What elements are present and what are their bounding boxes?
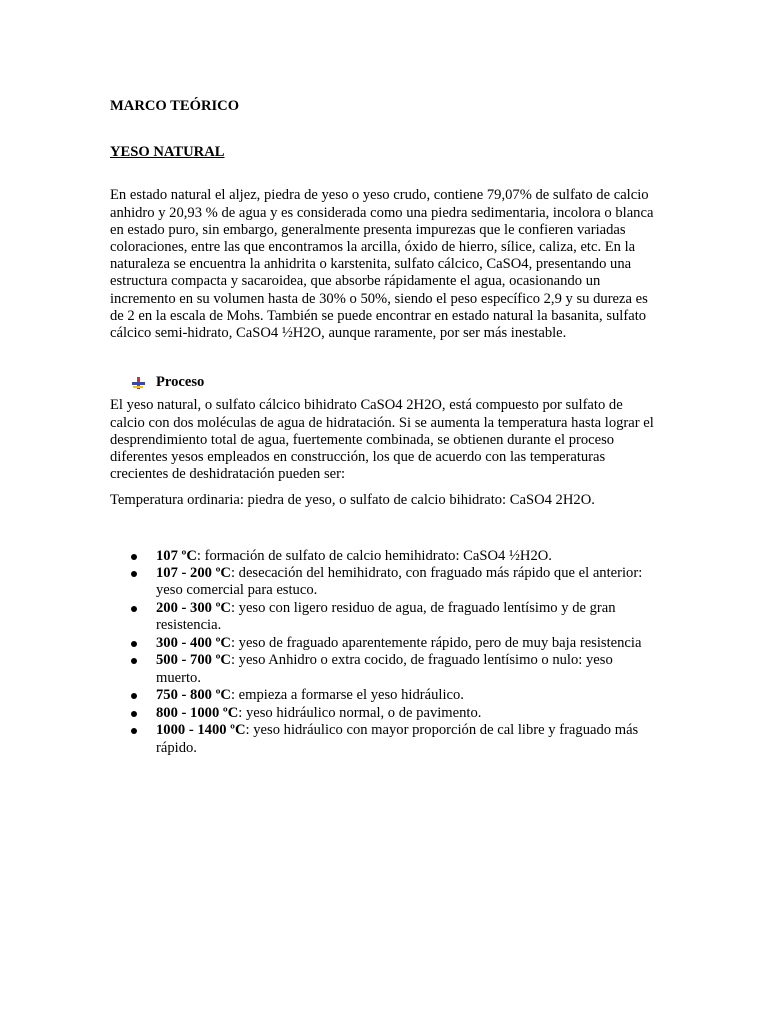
temperature-range: 107 ºC bbox=[156, 547, 197, 564]
intro-paragraph: En estado natural el aljez, piedra de yeso o yeso crudo, contiene 79,07% de sulfato de calcio anhidro y 20,93 % de agua y es considerada como una piedra sedimentaria, incolora o blanca en estado puro, sin embargo, generalmente presenta impurezas que le confieren variadas coloraciones, entre las que encontramos la arcilla, óxido de hierro, sílice, caliza, etc. En la naturaleza se encuentra la anhidrita o karstenita, sulfato cálcico, CaSO4, presentando una estructura compacta y sacaroidea, que absorbe rápidamente el agua, ocasionando un incremento en su volumen hasta de 30% o 50%, siendo el peso específico 2,9 y su dureza es de 2 en la escala de Mohs. También se puede encontrar en estado natural la basanita, sulfato cálcico semi-hidrato, CaSO4 ½H2O, aunque raramente, por ser más inestable. bbox=[110, 187, 654, 342]
list-item bbox=[110, 548, 658, 565]
list-item bbox=[110, 722, 658, 756]
temperature-description: : empieza a formarse el yeso hidráulico. bbox=[230, 687, 464, 704]
temperature-description: : yeso con ligero residuo de agua, de fraguado lentísimo y de gran resistencia. bbox=[156, 600, 616, 634]
list-item bbox=[110, 600, 658, 634]
proceso-paragraph: El yeso natural, o sulfato cálcico bihidrato CaSO4 2H2O, está compuesto por sulfato de calcio con dos moléculas de agua de hidratación. Si se aumenta la temperatura hasta lograr el desprendimiento total de agua, fuertemente combinada, se obtienen durante el proceso diferentes yesos empleados en construcción, los que de acuerdo con las temperaturas crecientes de deshidratación pueden ser: bbox=[110, 397, 654, 483]
section-subtitle: YESO NATURAL bbox=[110, 144, 225, 161]
bullet-icon bbox=[131, 571, 137, 577]
bullet-icon bbox=[131, 728, 137, 734]
bullet-icon bbox=[131, 658, 137, 664]
temperature-range: 750 - 800 ºC bbox=[156, 687, 231, 704]
document-title: MARCO TEÓRICO bbox=[110, 98, 240, 114]
temperature-description: : yeso Anhidro o extra cocido, de fraguado lentísimo o nulo: yeso muerto. bbox=[156, 652, 613, 686]
temperature-range: 800 - 1000 ºC bbox=[156, 704, 239, 721]
temperature-range: 200 - 300 ºC bbox=[156, 600, 231, 617]
temperature-range: 107 - 200 ºC bbox=[156, 565, 231, 582]
bullet-icon bbox=[131, 641, 137, 647]
temperature-description: : yeso hidráulico con mayor proporción de cal libre y fraguado más rápido. bbox=[156, 722, 639, 756]
document-page bbox=[110, 96, 658, 757]
temperature-range: 300 - 400 ºC bbox=[156, 634, 231, 651]
temperature-ordinary-line: Temperatura ordinaria: piedra de yeso, o sulfato de calcio bihidrato: CaSO4 2H2O. bbox=[110, 492, 595, 509]
temperature-description: : yeso hidráulico normal, o de pavimento. bbox=[238, 704, 482, 721]
list-item bbox=[110, 687, 658, 704]
temperature-description: : formación de sulfato de calcio hemihidrato: CaSO4 ½H2O. bbox=[196, 547, 552, 564]
bullet-icon bbox=[131, 606, 137, 612]
list-item bbox=[110, 705, 658, 722]
temperature-list bbox=[110, 548, 658, 757]
proceso-heading bbox=[110, 374, 658, 391]
list-item bbox=[110, 565, 658, 599]
temperature-description: : yeso de fraguado aparentemente rápido, pero de muy baja resistencia bbox=[230, 634, 642, 651]
bullet-icon bbox=[131, 693, 137, 699]
proceso-heading-label: Proceso bbox=[156, 374, 205, 391]
bullet-icon bbox=[131, 711, 137, 717]
temperature-range: 1000 - 1400 ºC bbox=[156, 722, 246, 739]
list-item bbox=[110, 635, 658, 652]
bullet-icon bbox=[131, 554, 137, 560]
temperature-description: : desecación del hemihidrato, con fraguado más rápido que el anterior: yeso comercial para estuco. bbox=[156, 565, 643, 599]
list-item bbox=[110, 652, 658, 686]
temperature-range: 500 - 700 ºC bbox=[156, 652, 231, 669]
bullet-cross-icon bbox=[131, 376, 145, 390]
